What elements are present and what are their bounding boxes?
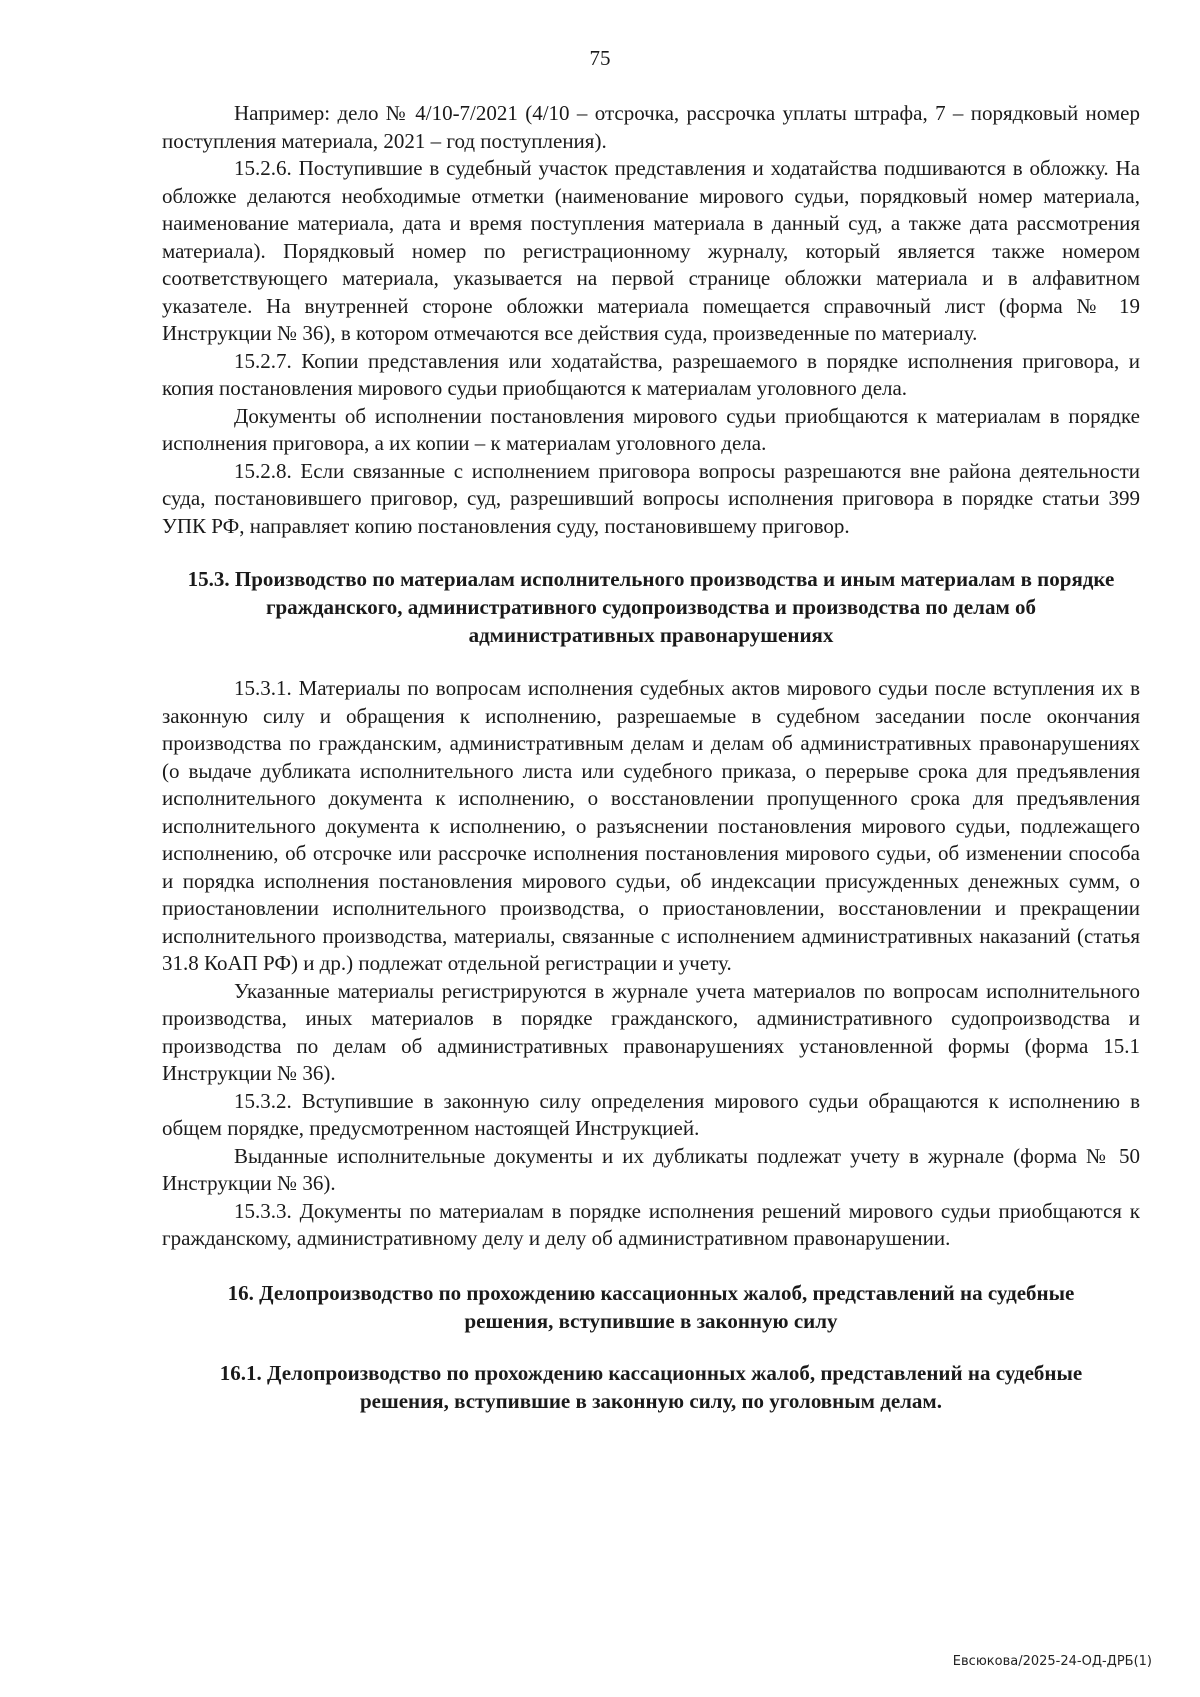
paragraph-15-3-3: 15.3.3. Документы по материалам в порядке исполнения решений мирового судьи приобщаются к гражданскому, административному делу и делу об административном правонарушении. — [162, 1198, 1140, 1250]
paragraph-15-3-1: 15.3.1. Материалы по вопросам исполнения судебных актов мирового судьи после вступления их в законную силу и обращения к исполнению, разрешаемые в судебном заседании после окончания производства по гражданским, административным делам и делам об административных правонарушениях (о выдаче дубликата исполнительного листа или судебного приказа, о перерыве срока для предъявления исполнительного документа к исполнению, о восстановлении пропущенного срока для предъявления исполнительного документа к исполнению, о разъяснении постановления мирового судьи, подлежащего исполнению, об отсрочке или рассрочке исполнения постановления мирового судьи, об изменении способа и порядка исполнения постановления мирового судьи, об индексации присужденных денежных сумм, о приостановлении исполнительного производства, о приостановлении, восстановлении и прекращении исполнительного производства, материалы, связанные с исполнением административных наказаний (статья 31.8 КоАП РФ) и др.) подлежат отдельной регистрации и учету. — [162, 676, 1140, 975]
paragraph-issued-documents: Выданные исполнительные документы и их дубликаты подлежат учету в журнале (форма № 50 Инструкции № 36). — [162, 1143, 1140, 1195]
section-heading-15-3: 15.3. Производство по материалам исполнительного производства и иным материалам в порядке гражданского, административного судопроизводства и производства по делам об административных правонарушениях — [187, 567, 1115, 647]
paragraph-15-2-6: 15.2.6. Поступившие в судебный участок представления и ходатайства подшиваются в обложку. На обложке делаются необходимые отметки (наименование мирового судьи, порядковый номер материала, наименование материала, дата и время поступления материала в данный суд, а также дата рассмотрения материала). Порядковый номер по регистрационному журналу, который является также номером соответствующего материала, указывается на первой странице обложки материала и в алфавитном указателе. На внутренней стороне обложки материала помещается справочный лист (форма № 19 Инструкции № 36), в котором отмечаются все действия суда, произведенные по материалу. — [162, 156, 1140, 345]
document-body — [162, 100, 1140, 1415]
section-heading-16: 16. Делопроизводство по прохождению кассационных жалоб, представлений на судебные решения, вступившие в законную силу — [227, 1280, 1075, 1333]
section-heading-16-1: 16.1. Делопроизводство по прохождению кассационных жалоб, представлений на судебные решения, вступившие в законную силу, по уголовным делам. — [219, 1360, 1083, 1413]
paragraph-example: Например: дело № 4/10-7/2021 (4/10 – отсрочка, рассрочка уплаты штрафа, 7 – порядковый номер поступления материала, 2021 – год поступления). — [162, 101, 1140, 153]
paragraph-15-3-2: 15.3.2. Вступившие в законную силу определения мирового судьи обращаются к исполнению в общем порядке, предусмотренном настоящей Инструкцией. — [162, 1088, 1140, 1140]
paragraph-registration: Указанные материалы регистрируются в журнале учета материалов по вопросам исполнительного производства, иных материалов в порядке гражданского, административного судопроизводства и производства по делам об административных правонарушениях установленной формы (форма 15.1 Инструкции № 36). — [162, 978, 1140, 1085]
paragraph-15-2-8: 15.2.8. Если связанные с исполнением приговора вопросы разрешаются вне района деятельности суда, постановившего приговор, суд, разрешивший вопросы исполнения приговора в порядке статьи 399 УПК РФ, направляет копию постановления суду, постановившему приговор. — [162, 458, 1140, 538]
footer-document-code: Евсюкова/2025-24-ОД-ДРБ(1) — [952, 1654, 1152, 1669]
page-number: 75 — [589, 46, 611, 70]
paragraph-documents: Документы об исполнении постановления мирового судьи приобщаются к материалам в порядке исполнения приговора, а их копии – к материалам уголовного дела. — [162, 403, 1140, 455]
paragraph-15-2-7: 15.2.7. Копии представления или ходатайства, разрешаемого в порядке исполнения приговора, и копия постановления мирового судьи приобщаются к материалам уголовного дела. — [162, 348, 1140, 400]
